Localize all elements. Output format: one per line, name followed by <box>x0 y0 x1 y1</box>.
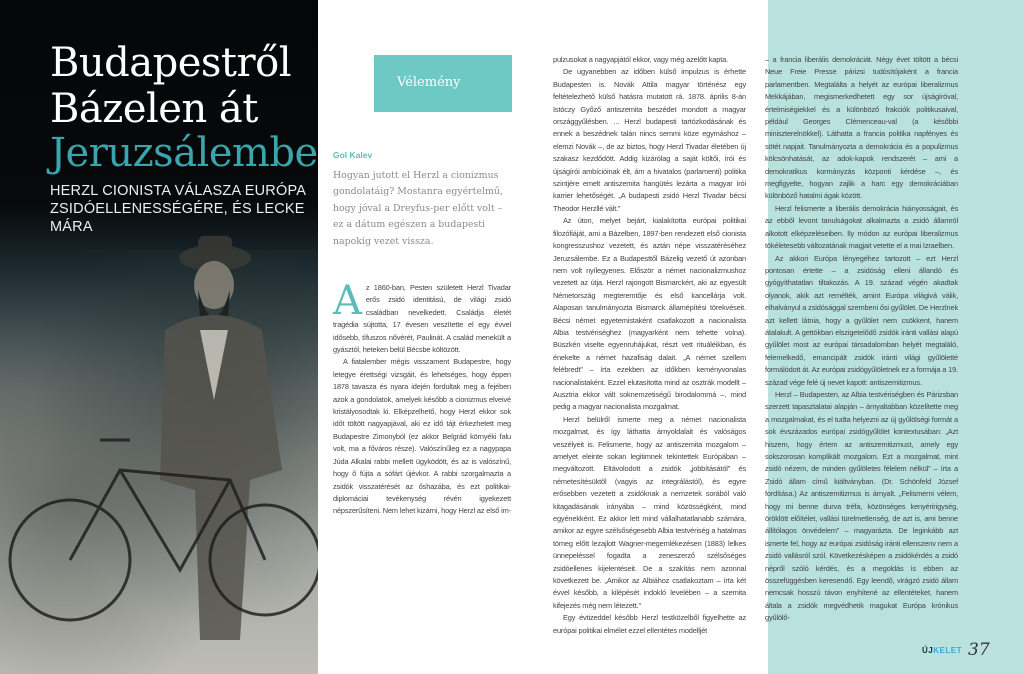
body-paragraph-text: z 1860-ban, Pesten született Herzl Tivadar erős zsidó identitású, de világi zsidó családban nevelkedett. Családja életét tragédia sújtotta, 17 évesen veszítette el egy évvel idősebb, tífuszos nővérét, Paulinát. A család menekült a gyásztól, heteken belül Bécsbe költözött. <box>333 283 511 355</box>
body-column-1 <box>333 278 511 518</box>
body-paragraph: Az akkori Európa lényegéhez tartozott – ezt Herzl pontosan értette – a zsidóság elleni állandó és gyógyíthatatlan tiltakozás. A 19. század végén akadtak olyanok, akik azt remélték, amint Európa világivá válik, elhalványul a zsidósággal szembeni ősi gyűlölet. De Herzlnek azt kellett látnia, hogy a gyűlölet nem csökkent, hanem átalakult. A gettókban elszigetelődő zsidók iránti vallási alapú gyűlölet most az európai társadalomban helyét megtaláló, felemelkedő, emancipált zsidók iránti világi gyűlöletté formálódott át. Az európai zsidógyűlöletnek ez a formája a 19. század vége felé új nevet kapott: antiszemitizmus. <box>765 253 958 387</box>
magazine-logo: ÚJKELET <box>922 646 962 655</box>
body-column-3 <box>765 54 958 625</box>
body-paragraph: Herzl belülről ismerte meg a német nacionalista mozgalmat, és így láthatta árnyoldalait és valóságos veszélyeit is. Felismerte, hogy az antiszemita mozgalom – amelyet eleinte sokan legitimnek tekintettek Európában – megváltozott. Eltávolodott a zsidók „jobbításától” és németesítésüktől (vagyis az integrálástól), és egyre erősebben vezetett a zsidóknak a nemzetek sorából való kitagadásának irányába – mind közösségként, mind egyénekként. Ez akkor lett mind vállalhatatlanabb számára, amikor az egyre szélsőségesebb Albia testvériség a hatalmas tömeg előtt lezajlott Wagner-megemlékezésen (1883) lelkes ünnepeléssel fogadta a zeneszerző szélsőséges zsidóellenes kijelentéseit. De a szakítás nem azonnal következett be. „Amikor az Albiához csatlakoztam – írta két évvel később, a kilépését indokló levelében – a szemita kifejezés még nem létezett.” <box>553 414 746 610</box>
headline-subtitle: HERZL CIONISTA VÁLASZA EURÓPA ZSIDÓELLENESSÉGÉRE, ÉS LECKE MÁRA <box>50 183 306 235</box>
headline-line-1: Budapestről <box>50 40 291 86</box>
body-paragraph: – a francia liberális demokráciát. Négy évet töltött a bécsi Neue Freie Presse párizsi tudósítójaként a francia parlamentben. Megtalálta a helyét az európai liberalizmus Mekkájában, megismerkedhetett egy sor újságíróval, értelmiségiekkel és a különböző frakciók politikusaival, például Georges Clémenceau-val (a későbbi miniszterelnökkel). Láthatta a francia politika napfényes és sötét napjait. Tanulmányozta a demokrácia és a populizmus kölcsönhatását, az adok-kapok rendszerét – ami a demokratikus kormányzás központi kérdése –, és megfigyelte, hogyan zajlik a harc egy demokráciában különböző hatalmi ágak között. <box>765 55 958 201</box>
lead-paragraph: Hogyan jutott el Herzl a cionizmus gondolatáig? Mostanra egyértelmű, hogy jóval a Dreyfus-per előtt volt – ez a dátum egészen a budapesti napokig vezet vissza. <box>333 170 503 247</box>
body-paragraph: Herzl – Budapesten, az Albia testvériségben és Párizsban szerzett tapasztalatai alapján – árnyaltabban közelítette meg a mozgalmakat, és el tudta helyezni az új gyűlölségi formát a sok évszázados európai zsidógyűlölet kontextusában: „Azt hiszem, hogy értem az antiszemitizmust, amely egy sokszorosan komplikált mozgalom. Ezt a mozgalmat, mint zsidó nézem, de minden gyűlöletes félelem nélkül” – írta a Zsidó állam című kiáltványban. (Dr. Schönfeld József fordítása.) Az antiszemitizmus is árnyalt. „Felismerni vélem, hogy mi benne durva tréfa, közönséges kenyéririgység, öröklött előítélet, vallási türelmetlenség, de azt is, ami benne állítólagos önvédelem” – magyarázta. De leginkább azt ismerte fel, hogy az európai zsidóság iránti ellenszenv nem a zsidó vallásról szól. Következésképen a zsidókérdés a zsidó népről szóló kérdés, és a megoldás is ebben az összefüggésben keresendő. Egy leendő, virágzó zsidó állam nemcsak hosszú távon enyhítené az ellentéteket, hanem általa a zsidók megvédhetik magukat Európa krónikus gyűlölő- <box>765 389 958 623</box>
body-column-2 <box>553 54 746 637</box>
body-paragraph: pulzusokat a nagyapjától ekkor, vagy még azelőtt kapta. <box>553 55 728 64</box>
body-paragraph: A fiatalember mégis visszament Budapestre, hogy letegye érettségi vizsgáit, és lehetséges, hogy éppen 1878 tavasza és nyara idején fordultak meg a fejében azok a gondolatok, amelyek később a cionizmus elveivé kristályosodtak ki. Elképzelhető, hogy Herzl ekkor sok időt töltött nagyapjával, aki ez idő tájt érkezhetett meg Budapestre Zimonyból (ez akkor Belgrád környéki falu volt, ma a főváros része). Valószínűleg ez a nagypapa Júda Alkalai rabbi mellett ügyködött, és az is valószínű, hogy ő fújta a sófárt újévkor. A rabbi szorgalmazta a zsidók visszatérését az őshazába, és ezt politikai-diplomáciai tevékenység révén igyekezett népszerűsíteni. Nem lehet kizárni, hogy Herzl az első im- <box>333 357 511 516</box>
body-paragraph: Egy évtizeddel később Herzl testközelből figyelhette az európai politikai elmélet ezzel ellentétes modelljét <box>553 613 746 635</box>
body-paragraph <box>333 278 511 356</box>
section-tag: Vélemény <box>374 55 512 112</box>
headline-line-3: Jeruzsálembe <box>50 130 318 176</box>
body-paragraph: De ugyanebben az időben külső impulzus is érhette Budapesten is. Novák Attila magyar történész egy feltételezhető külső hatásra mutatott rá. 1878. április 8-án Istóczy Győző antiszemita beszédet mondott a magyar országgyűlésben. ... Herzl budapesti tartózkodásának és ennek a beszédnek talán nincs semmi köze egymáshoz – elemzi Novák –, de az biztos, hogy Herzl Tivadar életében új szakasz kezdődött. Addig kizárólag a saját költői, írói és újságírói ambícióinak élt, ám a hivatalos (parlamenti) politika szintjére emelt antiszemita hangütés lezárta a magyar írói karrier lehetőségét. „A budapesti zsidó Herzl Tivadar bécsi Theodor Herzllé vált.” <box>553 67 746 213</box>
herzl-portrait-photo <box>0 0 318 674</box>
body-paragraph: Az úton, melyet bejárt, kialakította európai politikai filozófiáját, ami a Bázelben, 1897-ben rendezett első cionista kongresszushoz vezetett, és aztán népe visszatéréséhez Jeruzsálembe. Ez a Budapesttől Bázelig vezető út azonban nem volt nyílegyenes. Először a német nacionalizmushoz vezetett az útja. Herzl rajongott Bismarckért, aki az egyesült Németország megteremtője és első kancellárja volt. Alaposan tanulmányozta Bismarck államépítési törekvéseit. Bécsi német egyetemistaként csatlakozott a nacionalista Albia testvériséghez (magyarként nem tehette volna). Büszkén viselte egyenruhájukat, részt vett rituáléikban, és énekelte a német hazafiság dalait. „A német szellem felébredt” – írta ezekben az időkben keményvonalas nacionalistaként. Ezzel elutasította mind az osztrák modellt – Ausztria ekkor vált soknemzetiségű birodalommá –, mind pedig a magyar nacionalista mozgalmat. <box>553 216 746 412</box>
author-byline: Gol Kalev <box>333 150 373 160</box>
page-number: 37 <box>968 640 990 660</box>
headline-line-2: Bázelen át <box>50 86 258 132</box>
body-paragraph: Herzl felismerte a liberális demokrácia hiányosságait, és az ebből levont tanulságokat alkalmazta a zsidó államról alkotott elképzeléseiben. Ily módon az európai liberalizmus tökéletesebb változatának magjait vetette el a mai Izraelben. <box>765 203 958 251</box>
drop-cap: A <box>333 278 362 324</box>
